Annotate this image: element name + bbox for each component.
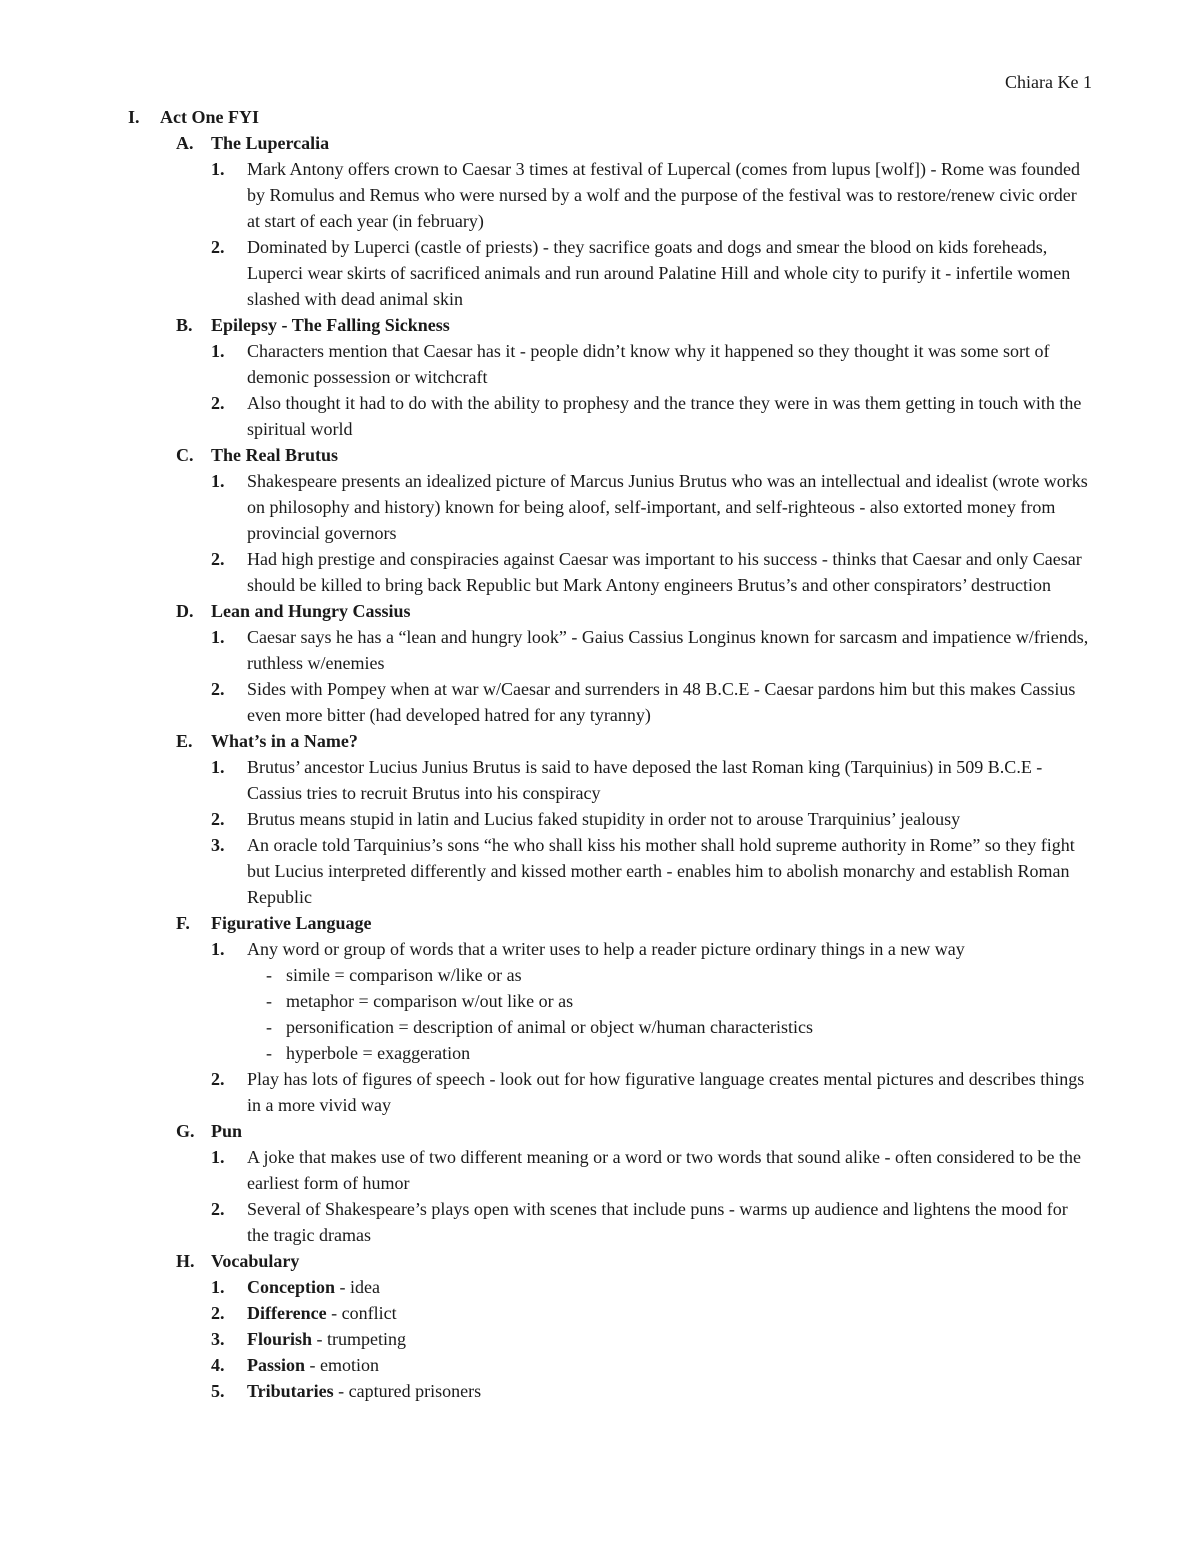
list-item xyxy=(0,1196,1200,1248)
section-marker: D. xyxy=(176,601,194,621)
item-marker: 1. xyxy=(211,471,225,491)
item-marker: 1. xyxy=(211,757,225,777)
item-text: Brutus’ ancestor Lucius Junius Brutus is said to have deposed the last Roman king (Tarquinius) in 509 B.C.E - Cassius tries to recruit Brutus into his conspiracy xyxy=(247,757,1043,803)
outline-marker: I. xyxy=(128,107,140,127)
item-text: An oracle told Tarquinius’s sons “he who shall kiss his mother shall hold supreme authority in Rome” so they fight but Lucius interpreted differently and kissed mother earth - enables him to abolish monarchy and establish Roman Republic xyxy=(247,835,1075,907)
section-marker: B. xyxy=(176,315,193,335)
section-heading xyxy=(0,1118,1200,1144)
section-title: Vocabulary xyxy=(211,1251,300,1271)
section-heading xyxy=(0,1248,1200,1274)
item-marker: 2. xyxy=(211,1199,225,1219)
list-item xyxy=(0,624,1200,676)
item-text: Shakespeare presents an idealized picture of Marcus Junius Brutus who was an intellectual and idealist (wrote works on philosophy and history) known for being aloof, self-important, and self-righteous - also extorted money from provincial governors xyxy=(247,471,1088,543)
item-marker: 2. xyxy=(211,393,225,413)
item-marker: 1. xyxy=(211,159,225,179)
item-text: A joke that makes use of two different meaning or a word or two words that sound alike - often considered to be the earliest form of humor xyxy=(247,1147,1081,1193)
item-marker: 3. xyxy=(211,835,225,855)
vocab-definition: - trumpeting xyxy=(312,1329,406,1349)
item-text: Several of Shakespeare’s plays open with scenes that include puns - warms up audience and lightens the mood for the tragic dramas xyxy=(247,1199,1068,1245)
item-text: Brutus means stupid in latin and Lucius faked stupidity in order not to arouse Trarquinius’ jealousy xyxy=(247,809,961,829)
outline-heading xyxy=(0,104,1200,130)
vocab-item xyxy=(0,1326,1200,1352)
bullet-marker: - xyxy=(266,965,272,985)
vocab-term: Conception xyxy=(247,1277,336,1297)
vocab-term: Passion xyxy=(247,1355,306,1375)
bullet-marker: - xyxy=(266,1017,272,1037)
section-title: What’s in a Name? xyxy=(211,731,358,751)
bullet-item xyxy=(0,1040,1200,1066)
item-marker: 2. xyxy=(211,809,225,829)
vocab-item xyxy=(0,1300,1200,1326)
outline-title: Act One FYI xyxy=(160,107,259,127)
section-title: Pun xyxy=(211,1121,243,1141)
list-item xyxy=(0,832,1200,910)
list-item xyxy=(0,390,1200,442)
item-text: Any word or group of words that a writer uses to help a reader picture ordinary things in a new way xyxy=(247,939,965,959)
section-title: The Lupercalia xyxy=(211,133,330,153)
list-item xyxy=(0,338,1200,390)
item-marker: 4. xyxy=(211,1355,225,1375)
list-item xyxy=(0,1066,1200,1118)
list-item xyxy=(0,676,1200,728)
bullet-item xyxy=(0,962,1200,988)
item-marker: 2. xyxy=(211,549,225,569)
vocab-item xyxy=(0,1352,1200,1378)
section-marker: G. xyxy=(176,1121,195,1141)
item-marker: 1. xyxy=(211,1147,225,1167)
item-marker: 1. xyxy=(211,627,225,647)
item-marker: 5. xyxy=(211,1381,225,1401)
section-heading xyxy=(0,442,1200,468)
bullet-item xyxy=(0,1014,1200,1040)
bullet-marker: - xyxy=(266,1043,272,1063)
item-text: Mark Antony offers crown to Caesar 3 times at festival of Lupercal (comes from lupus [wolf]) - Rome was founded by Romulus and Remus who were nursed by a wolf and the purpose of the festival was to restore/renew civic order at start of each year (in february) xyxy=(247,159,1080,231)
bullet-marker: - xyxy=(266,991,272,1011)
item-text: Also thought it had to do with the ability to prophesy and the trance they were in was them getting in touch with the spiritual world xyxy=(247,393,1082,439)
list-item xyxy=(0,234,1200,312)
item-text: Sides with Pompey when at war w/Caesar and surrenders in 48 B.C.E - Caesar pardons him but this makes Cassius even more bitter (had developed hatred for any tyranny) xyxy=(247,679,1076,725)
section-marker: H. xyxy=(176,1251,195,1271)
item-marker: 1. xyxy=(211,341,225,361)
item-marker: 2. xyxy=(211,679,225,699)
section-heading xyxy=(0,910,1200,936)
section-marker: F. xyxy=(176,913,190,933)
item-text: Dominated by Luperci (castle of priests) - they sacrifice goats and dogs and smear the blood on kids foreheads, Luperci wear skirts of sacrificed animals and run around Palatine Hill and whole city to purify it - infertile women slashed with dead animal skin xyxy=(247,237,1071,309)
item-text: Caesar says he has a “lean and hungry look” - Gaius Cassius Longinus known for sarcasm and impatience w/friends, ruthless w/enemies xyxy=(247,627,1089,673)
vocab-definition: - idea xyxy=(335,1277,380,1297)
bullet-text: personification = description of animal or object w/human characteristics xyxy=(286,1017,813,1037)
item-text: Had high prestige and conspiracies against Caesar was important to his success - thinks that Caesar and only Caesar should be killed to bring back Republic but Mark Antony engineers Brutus’s and other conspirators’ destruction xyxy=(247,549,1082,595)
bullet-item xyxy=(0,988,1200,1014)
outline xyxy=(0,104,1200,1404)
section-title: The Real Brutus xyxy=(211,445,339,465)
list-item xyxy=(0,936,1200,962)
vocab-definition: - emotion xyxy=(305,1355,380,1375)
item-marker: 1. xyxy=(211,939,225,959)
section-heading xyxy=(0,728,1200,754)
item-marker: 3. xyxy=(211,1329,225,1349)
item-text: Characters mention that Caesar has it - people didn’t know why it happened so they thought it was some sort of demonic possession or witchcraft xyxy=(247,341,1050,387)
vocab-definition: - captured prisoners xyxy=(333,1381,482,1401)
section-marker: E. xyxy=(176,731,193,751)
list-item xyxy=(0,1144,1200,1196)
vocab-item xyxy=(0,1378,1200,1404)
bullet-text: metaphor = comparison w/out like or as xyxy=(286,991,574,1011)
section-title: Figurative Language xyxy=(211,913,372,933)
list-item xyxy=(0,156,1200,234)
page-header: Chiara Ke 1 xyxy=(1005,72,1092,92)
section-title: Lean and Hungry Cassius xyxy=(211,601,411,621)
vocab-term: Flourish xyxy=(247,1329,313,1349)
section-heading xyxy=(0,312,1200,338)
list-item xyxy=(0,806,1200,832)
section-heading xyxy=(0,130,1200,156)
list-item xyxy=(0,546,1200,598)
bullet-text: hyperbole = exaggeration xyxy=(286,1043,471,1063)
vocab-term: Difference xyxy=(247,1303,327,1323)
section-title: Epilepsy - The Falling Sickness xyxy=(211,315,450,335)
item-marker: 2. xyxy=(211,237,225,257)
item-marker: 1. xyxy=(211,1277,225,1297)
list-item xyxy=(0,754,1200,806)
vocab-term: Tributaries xyxy=(247,1381,334,1401)
section-marker: A. xyxy=(176,133,194,153)
vocab-definition: - conflict xyxy=(326,1303,397,1323)
item-marker: 2. xyxy=(211,1303,225,1323)
list-item xyxy=(0,468,1200,546)
section-heading xyxy=(0,598,1200,624)
item-text: Play has lots of figures of speech - look out for how figurative language creates mental pictures and describes things in a more vivid way xyxy=(247,1069,1085,1115)
item-marker: 2. xyxy=(211,1069,225,1089)
bullet-text: simile = comparison w/like or as xyxy=(286,965,522,985)
vocab-item xyxy=(0,1274,1200,1300)
section-marker: C. xyxy=(176,445,194,465)
